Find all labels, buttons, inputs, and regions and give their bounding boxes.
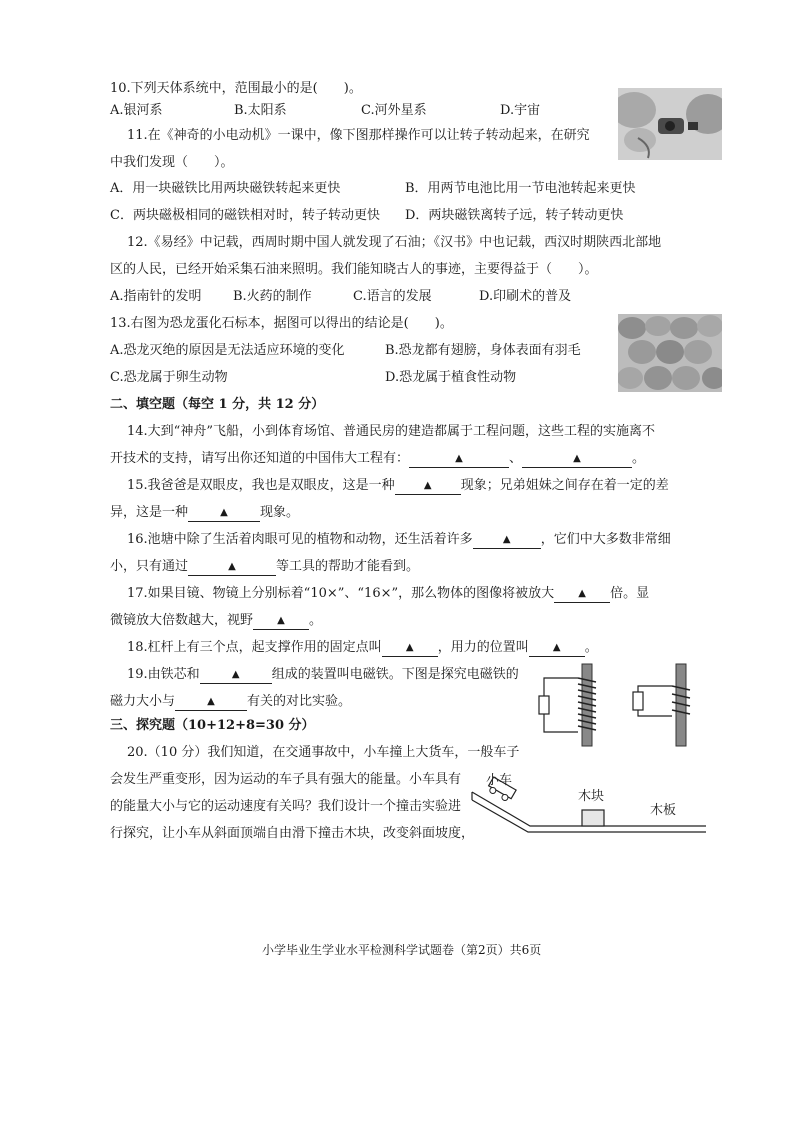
q20-line2: 会发生严重变形，因为运动的车子具有强大的能量。小车具有 [110, 772, 462, 787]
q20-line1: 20.（10 分）我们知道，在交通事故中，小车撞上大货车，一般车子 [127, 745, 520, 760]
q11-option-d: D．两块磁铁离转子远，转子转动更快 [405, 208, 624, 223]
q14-line2 [110, 451, 645, 468]
q17-line1-pre: 17.如果目镜、物镜上分别标着“10×”、“16×”，那么物体的图像将被放大 [127, 586, 555, 601]
blank-marker-icon: ▲ [207, 696, 215, 707]
blank-marker-icon: ▲ [405, 642, 414, 653]
electromagnet-diagram [530, 660, 710, 750]
q20-line3: 的能量大小与它的运动速度有关吗？我们设计一个撞击实验进 [110, 799, 462, 814]
q19-line2-post: 有关的对比实验。 [247, 694, 352, 709]
q14-line2-text: 开技术的支持，请写出你还知道的中国伟大工程有： [110, 451, 410, 466]
blank-marker-icon: ▲ [578, 588, 586, 599]
q15-line2-post: 现象。 [260, 505, 300, 520]
electromagnet-left [539, 664, 596, 746]
q18-pre: 18.杠杆上有三个点，起支撑作用的固定点叫 [127, 640, 382, 655]
blank-marker-icon: ▲ [231, 669, 240, 680]
q17-blank-2[interactable] [253, 614, 309, 630]
q14-separator: 、 [509, 451, 523, 466]
q16-line1-pre: 16.池塘中除了生活着肉眼可见的植物和动物，还生活着许多 [127, 532, 473, 547]
q19-blank-2[interactable] [175, 695, 247, 711]
q16-blank-1[interactable] [473, 533, 541, 549]
q16-line2-post: 等工具的帮助才能看到。 [276, 559, 420, 574]
q10-option-c: C.河外星系 [361, 103, 427, 118]
blank-marker-icon: ▲ [573, 453, 581, 464]
blank-marker-icon: ▲ [552, 642, 561, 653]
q13-option-c: C.恐龙属于卵生动物 [110, 370, 228, 385]
q17-line2 [110, 613, 322, 630]
q10-stem: 10.下列天体系统中，范围最小的是( )。 [110, 81, 362, 96]
q12-option-d: D.印刷术的普及 [479, 289, 572, 304]
q11-option-b: B．用两节电池比用一节电池转起来更快 [405, 181, 636, 196]
q13-option-d: D.恐龙属于植食性动物 [385, 370, 517, 385]
blank-marker-icon: ▲ [455, 453, 463, 464]
q15-line1-post: 现象；兄弟姐妹之间存在着一定的差 [460, 478, 669, 493]
label-board: 木板 [650, 802, 677, 817]
q16-line1 [127, 532, 671, 549]
q19-line2-pre: 磁力大小与 [110, 694, 176, 709]
q15-line1 [127, 478, 669, 495]
wood-block-icon [582, 810, 604, 826]
q14-blank-1[interactable] [409, 452, 509, 468]
q15-line1-pre: 15.我爸爸是双眼皮，我也是双眼皮，这是一种 [127, 478, 395, 493]
q10-option-a: A.银河系 [110, 103, 163, 118]
blank-marker-icon: ▲ [228, 561, 236, 572]
q15-line2 [110, 505, 299, 522]
q17-line1 [127, 586, 649, 603]
q18-blank-2[interactable] [529, 641, 585, 657]
q11-stem-line2: 中我们发现（ ）。 [110, 155, 234, 170]
q16-line1-post: ，它们中大多数非常细 [540, 532, 671, 547]
q11-option-c: C．两块磁极相同的磁铁相对时，转子转动更快 [110, 208, 380, 223]
q12-option-b: B.火药的制作 [233, 289, 312, 304]
q14-blank-2[interactable] [522, 452, 632, 468]
q18-mid: ，用力的位置叫 [437, 640, 529, 655]
q17-blank-1[interactable] [554, 587, 610, 603]
label-car: 小车 [486, 772, 513, 787]
q12-option-c: C.语言的发展 [353, 289, 432, 304]
page-footer: 小学毕业生学业水平检测科学试题卷（第2页）共6页 [262, 943, 542, 957]
q19-line1-post: 组成的装置叫电磁铁。下图是探究电磁铁的 [271, 667, 519, 682]
q11-stem-line1: 11.在《神奇的小电动机》一课中，像下图那样操作可以让转子转动起来，在研究 [127, 128, 590, 143]
q12-stem-line1: 12.《易经》中记载，西周时期中国人就发现了石油；《汉书》中也记载，西汉时期陕西北部地 [127, 235, 662, 250]
q15-blank-2[interactable] [188, 506, 260, 522]
q13-option-b: B.恐龙都有翅膀，身体表面有羽毛 [385, 343, 581, 358]
q14-line1: 14.大到“神舟”飞船，小到体育场馆、普通民房的建造都属于工程问题，这些工程的实施离不 [127, 424, 655, 439]
q16-line2-pre: 小，只有通过 [110, 559, 189, 574]
section2-heading: 二、填空题（每空 1 分，共 12 分） [110, 397, 325, 412]
q18-end: 。 [584, 640, 598, 655]
section3-heading: 三、探究题（10+12+8=30 分） [110, 718, 315, 733]
q17-line2-pre: 微镜放大倍数越大，视野 [110, 613, 254, 628]
q11-option-a: A．用一块磁铁比用两块磁铁转起来更快 [110, 181, 341, 196]
q17-line1-post: 倍。显 [610, 586, 650, 601]
q16-line2 [110, 559, 419, 576]
q19-line1 [127, 667, 519, 684]
q20-line4: 行探究，让小车从斜面顶端自由滑下撞击木块，改变斜面坡度， [110, 826, 475, 841]
q19-line2 [110, 694, 351, 711]
q13-stem: 13.右图为恐龙蛋化石标本，据图可以得出的结论是( )。 [110, 316, 453, 331]
q18-blank-1[interactable] [382, 641, 438, 657]
q15-line2-pre: 异，这是一种 [110, 505, 189, 520]
q14-end: 。 [632, 451, 646, 466]
label-block: 木块 [578, 788, 605, 803]
q10-option-b: B.太阳系 [234, 103, 287, 118]
q13-option-a: A.恐龙灭绝的原因是无法适应环境的变化 [110, 343, 345, 358]
q19-blank-1[interactable] [200, 668, 272, 684]
q17-line2-post: 。 [309, 613, 323, 628]
motor-experiment-photo [618, 88, 722, 160]
ramp-collision-diagram [470, 770, 710, 850]
q12-stem-line2: 区的人民，已经开始采集石油来照明。我们能知晓古人的事迹，主要得益于（ ）。 [110, 262, 598, 277]
blank-marker-icon: ▲ [423, 480, 432, 491]
blank-marker-icon: ▲ [277, 615, 285, 626]
electromagnet-right [633, 664, 690, 746]
q16-blank-2[interactable] [188, 560, 276, 576]
q19-line1-pre: 19.由铁芯和 [127, 667, 200, 682]
blank-marker-icon: ▲ [220, 507, 228, 518]
q18-line [127, 640, 598, 657]
q10-option-d: D.宇宙 [500, 103, 541, 118]
q12-option-a: A.指南针的发明 [110, 289, 202, 304]
blank-marker-icon: ▲ [502, 534, 511, 545]
q15-blank-1[interactable] [395, 479, 461, 495]
dinosaur-egg-fossil-photo [618, 314, 722, 392]
